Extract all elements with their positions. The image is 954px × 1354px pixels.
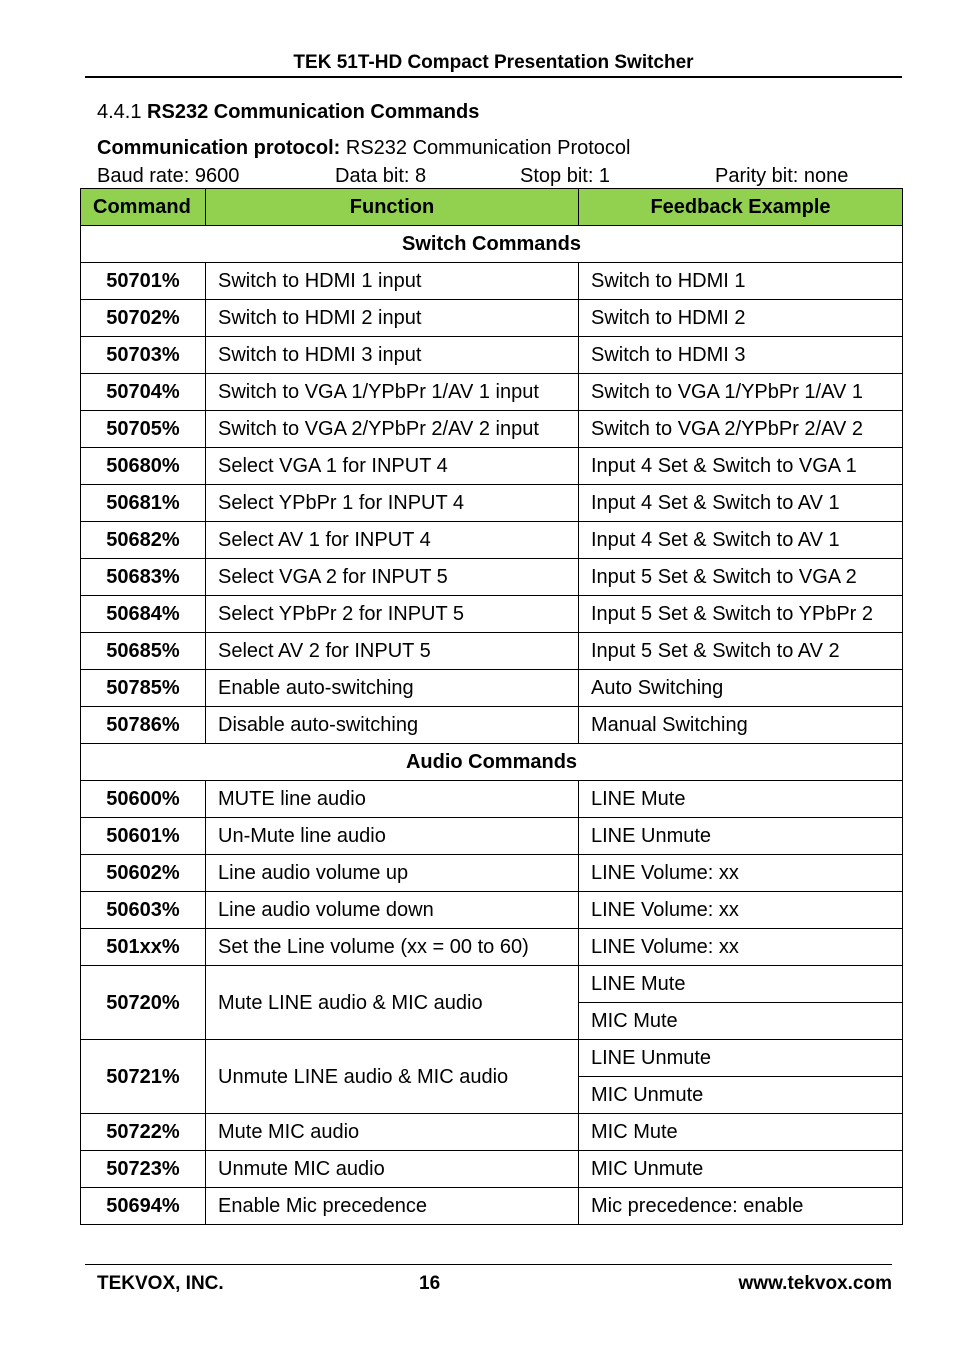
function-cell: Select YPbPr 2 for INPUT 5 [206,596,579,633]
function-cell: Unmute MIC audio [206,1151,579,1188]
command-cell: 50685% [81,633,206,670]
feedback-cell: Switch to HDMI 3 [579,337,903,374]
column-header-feedback: Feedback Example [579,189,903,226]
table-row [81,855,903,892]
feedback-cell: Manual Switching [579,707,903,744]
command-cell: 50721% [81,1040,206,1114]
function-cell: Mute MIC audio [206,1114,579,1151]
command-cell: 50600% [81,781,206,818]
command-cell: 50683% [81,559,206,596]
command-cell: 50701% [81,263,206,300]
feedback-cell: Mic precedence: enable [579,1188,903,1225]
function-cell: Switch to HDMI 3 input [206,337,579,374]
table-row [81,263,903,300]
function-cell: Mute LINE audio & MIC audio [206,966,579,1040]
function-cell: Enable Mic precedence [206,1188,579,1225]
command-cell: 50702% [81,300,206,337]
section-heading [97,99,479,125]
command-cell: 50602% [81,855,206,892]
feedback-cell: Input 5 Set & Switch to AV 2 [579,633,903,670]
table-row [81,1040,903,1077]
feedback-cell: MIC Unmute [579,1077,903,1114]
command-cell: 50684% [81,596,206,633]
protocol-value: RS232 Communication Protocol [345,137,631,159]
switch-commands-heading [81,226,903,263]
protocol-label: Communication protocol: [97,137,341,159]
table-row [81,781,903,818]
function-cell: Select AV 2 for INPUT 5 [206,633,579,670]
function-cell: Line audio volume up [206,855,579,892]
feedback-cell: Input 4 Set & Switch to AV 1 [579,485,903,522]
command-cell: 50603% [81,892,206,929]
group-heading: Switch Commands [81,226,903,263]
function-cell: Switch to VGA 1/YPbPr 1/AV 1 input [206,374,579,411]
function-cell: Select VGA 2 for INPUT 5 [206,559,579,596]
table-row [81,670,903,707]
footer-url: www.tekvox.com [738,1273,892,1294]
feedback-cell: Switch to VGA 1/YPbPr 1/AV 1 [579,374,903,411]
command-cell: 501xx% [81,929,206,966]
feedback-cell: LINE Volume: xx [579,855,903,892]
function-cell: Line audio volume down [206,892,579,929]
function-cell: Unmute LINE audio & MIC audio [206,1040,579,1114]
command-cell: 50694% [81,1188,206,1225]
feedback-cell: Input 4 Set & Switch to AV 1 [579,522,903,559]
table-row [81,411,903,448]
column-header-function: Function [206,189,579,226]
function-cell: MUTE line audio [206,781,579,818]
feedback-cell: LINE Unmute [579,818,903,855]
page-header [85,50,902,78]
feedback-cell: LINE Unmute [579,1040,903,1077]
table-row [81,633,903,670]
audio-commands-heading [81,744,903,781]
protocol-line [97,135,630,161]
table-row [81,522,903,559]
table-row [81,1151,903,1188]
function-cell: Un-Mute line audio [206,818,579,855]
feedback-cell: Input 5 Set & Switch to VGA 2 [579,559,903,596]
command-cell: 50682% [81,522,206,559]
feedback-cell: Switch to VGA 2/YPbPr 2/AV 2 [579,411,903,448]
table-body [81,226,903,1225]
page-number: 16 [419,1273,441,1294]
table-row [81,966,903,1003]
command-cell: 50704% [81,374,206,411]
parity-bit: Parity bit: none [715,165,849,187]
feedback-cell: LINE Volume: xx [579,892,903,929]
table-row [81,1188,903,1225]
function-cell: Disable auto-switching [206,707,579,744]
data-bit: Data bit: 8 [335,165,427,187]
command-cell: 50680% [81,448,206,485]
table-row [81,337,903,374]
feedback-cell: Input 5 Set & Switch to YPbPr 2 [579,596,903,633]
feedback-cell: LINE Mute [579,781,903,818]
column-header-command: Command [81,189,206,226]
table-row [81,448,903,485]
table-row [81,559,903,596]
table-row [81,300,903,337]
table-header-row [81,189,903,226]
serial-parameters [97,163,902,189]
feedback-cell: MIC Mute [579,1003,903,1040]
feedback-cell: MIC Mute [579,1114,903,1151]
command-cell: 50705% [81,411,206,448]
table-row [81,818,903,855]
function-cell: Select AV 1 for INPUT 4 [206,522,579,559]
feedback-cell: LINE Mute [579,966,903,1003]
feedback-cell: Switch to HDMI 2 [579,300,903,337]
command-cell: 50722% [81,1114,206,1151]
baud-rate: Baud rate: 9600 [97,165,240,187]
feedback-cell: LINE Volume: xx [579,929,903,966]
group-heading: Audio Commands [81,744,903,781]
feedback-cell: MIC Unmute [579,1151,903,1188]
function-cell: Select VGA 1 for INPUT 4 [206,448,579,485]
command-cell: 50720% [81,966,206,1040]
feedback-cell: Input 4 Set & Switch to VGA 1 [579,448,903,485]
function-cell: Enable auto-switching [206,670,579,707]
command-cell: 50703% [81,337,206,374]
command-cell: 50786% [81,707,206,744]
function-cell: Switch to HDMI 2 input [206,300,579,337]
command-cell: 50723% [81,1151,206,1188]
function-cell: Switch to HDMI 1 input [206,263,579,300]
table-row [81,596,903,633]
table-row [81,1114,903,1151]
section-number: 4.4.1 [97,101,142,123]
table-row [81,929,903,966]
function-cell: Set the Line volume (xx = 00 to 60) [206,929,579,966]
table-row [81,485,903,522]
command-table [80,188,903,1225]
table-row [81,892,903,929]
function-cell: Switch to VGA 2/YPbPr 2/AV 2 input [206,411,579,448]
footer-company: TEKVOX, INC. [97,1273,224,1294]
command-cell: 50601% [81,818,206,855]
feedback-cell: Auto Switching [579,670,903,707]
function-cell: Select YPbPr 1 for INPUT 4 [206,485,579,522]
feedback-cell: Switch to HDMI 1 [579,263,903,300]
table-row [81,374,903,411]
stop-bit: Stop bit: 1 [520,165,611,187]
table-row [81,707,903,744]
command-cell: 50681% [81,485,206,522]
document-title: TEK 51T-HD Compact Presentation Switcher [293,52,694,73]
section-title: RS232 Communication Commands [147,101,480,123]
command-cell: 50785% [81,670,206,707]
page-footer [85,1264,892,1301]
